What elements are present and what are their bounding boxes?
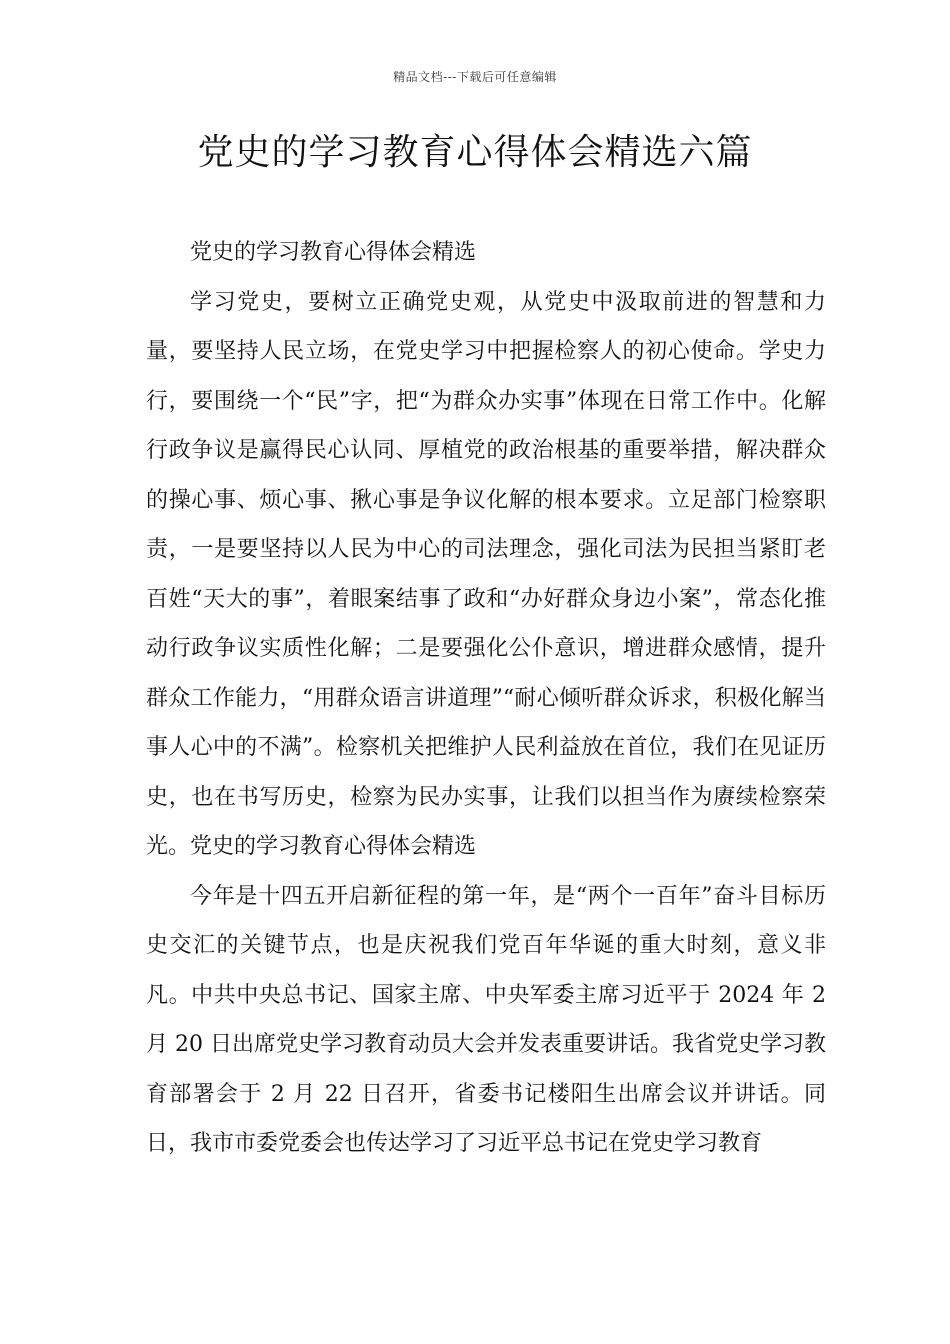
document-body bbox=[146, 228, 826, 1169]
paragraph-2: 今年是十四五开启新征程的第一年，是“两个一百年”奋斗目标历史交汇的关键节点，也是庆祝我们党百年华诞的重大时刻，意义非凡。中共中央总书记、国家主席、中央军委主席习近平于 2024 年 2 月 20 日出席党史学习教育动员大会并发表重要讲话。我省党史学习教育部署会于 2 月 22 日召开，省委书记楼阳生出席会议并讲话。同日，我市市委党委会也传达学习了习近平总书记在党史学习教育 bbox=[146, 883, 826, 1156]
section-subtitle: 党史的学习教育心得体会精选 bbox=[190, 240, 477, 265]
document-title: 党史的学习教育心得体会精选六篇 bbox=[197, 132, 753, 173]
paragraph-1: 学习党史，要树立正确党史观，从党史中汲取前进的智慧和力量，要坚持人民立场，在党史学习中把握检察人的初心使命。学史力行，要围绕一个“民”字，把“为群众办实事”体现在日常工作中。化解行政争议是赢得民心认同、厚植党的政治根基的重要举措，解决群众的操心事、烦心事、揪心事是争议化解的根本要求。立足部门检察职责，一是要坚持以人民为中心的司法理念，强化司法为民担当紧盯老百姓“天大的事”，着眼案结事了政和“办好群众身边小案”，常态化推动行政争议实质性化解；二是要强化公仆意识，增进群众感情，提升群众工作能力，“用群众语言讲道理”“耐心倾听群众诉求，积极化解当事人心中的不满”。检察机关把维护人民利益放在首位，我们在见证历史，也在书写历史，检察为民办实事，让我们以担当作为赓续检察荣光。党史的学习教育心得体会精选 bbox=[146, 289, 826, 859]
header-note: 精品文档---下载后可任意编辑 bbox=[393, 70, 557, 84]
